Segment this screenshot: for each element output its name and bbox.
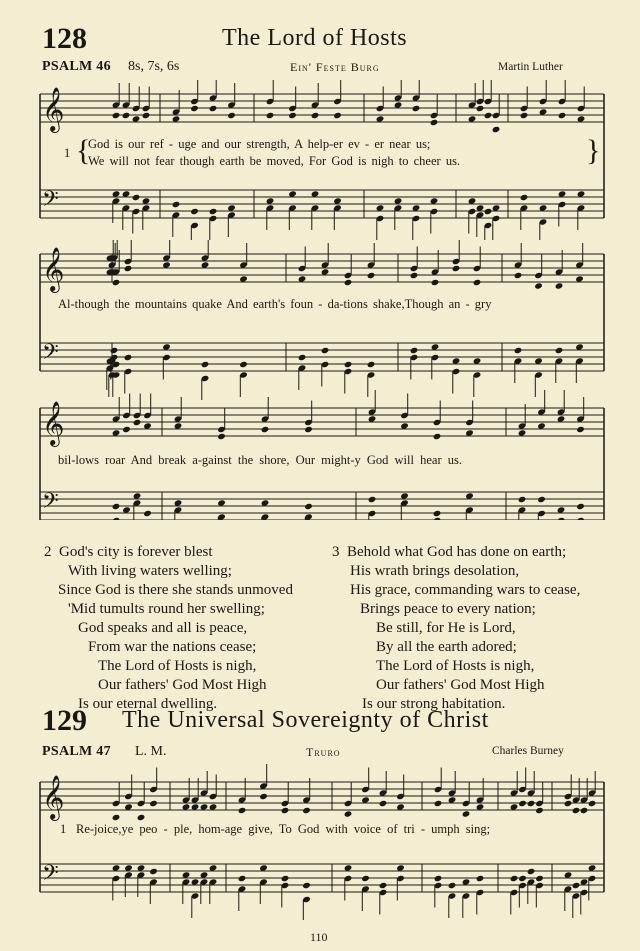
note-head [149, 800, 158, 807]
note-head [266, 112, 275, 119]
meter: L. M. [135, 744, 167, 759]
note-head [238, 807, 247, 814]
stanza-number: 3 [332, 544, 340, 560]
note-head [476, 875, 485, 882]
note-head [344, 361, 353, 368]
stanza-line: Behold what God has done on earth; [347, 544, 567, 560]
note-head [368, 496, 377, 503]
psalm-reference: PSALM 47 [42, 744, 111, 759]
note-head [537, 496, 546, 503]
note-head [112, 814, 121, 821]
note-head [239, 361, 248, 368]
composer: Charles Burney [492, 745, 564, 757]
note-head [190, 208, 199, 215]
bass-clef-icon: 𝄢 [42, 489, 59, 519]
treble-clef-icon: 𝄞 [42, 87, 65, 131]
psalm-reference: PSALM 46 [42, 59, 111, 74]
note-head [433, 433, 442, 440]
note-head [112, 279, 121, 286]
note-head [484, 208, 493, 215]
note-head [452, 265, 461, 272]
note-head [434, 875, 443, 882]
note-head [209, 208, 218, 215]
treble-clef-icon: 𝄞 [42, 775, 65, 819]
hymn-number: 129 [42, 704, 87, 737]
note-head [112, 112, 121, 119]
note-head [110, 347, 119, 354]
stanza-line: 'Mid tumults round her swelling; [68, 601, 265, 617]
stanza-line: His grace, commanding wars to cease, [350, 582, 581, 598]
note-head [259, 793, 268, 800]
note-head [172, 201, 181, 208]
note-head [534, 282, 543, 289]
stanza-line: Brings peace to every nation; [360, 601, 536, 617]
stanza-line: Our fathers' God Most High [376, 677, 545, 693]
note-head [492, 126, 501, 133]
stanza-number: 2 [44, 544, 52, 560]
note-head [143, 510, 152, 517]
note-head [302, 807, 311, 814]
hymn-number: 128 [42, 22, 87, 55]
note-head [555, 347, 564, 354]
lyric-line: Re-joice,ye peo - ple, hom-age give, To God with voice of tri - umph sing; [76, 822, 491, 836]
note-head [433, 510, 442, 517]
note-head [133, 419, 142, 426]
note-head [527, 800, 536, 807]
note-head [572, 807, 581, 814]
note-head [379, 800, 388, 807]
note-head [430, 119, 439, 126]
note-head [304, 426, 313, 433]
note-head [410, 347, 419, 354]
note-head [122, 426, 131, 433]
tune-name: Ein' Feste Burg [290, 60, 380, 74]
stanza-line: Since God is there she stands unmoved [58, 582, 293, 598]
note-head [520, 194, 529, 201]
note-head [484, 112, 493, 119]
meter: 8s, 7s, 6s [128, 59, 180, 74]
note-head [462, 810, 471, 817]
brace-right: } [586, 134, 601, 167]
note-head [367, 361, 376, 368]
stanza [332, 543, 580, 714]
note-head [510, 875, 519, 882]
bass-clef-icon: 𝄢 [42, 187, 59, 217]
note-head [298, 354, 307, 361]
note-head [476, 105, 485, 112]
note-head [520, 112, 529, 119]
note-head [302, 882, 311, 889]
note-head [201, 361, 210, 368]
note-head [281, 807, 290, 814]
bass-clef-icon: 𝄢 [42, 861, 59, 891]
stanza-line: With living waters welling; [68, 563, 232, 579]
note-head [514, 347, 523, 354]
lyric-line: Al-though the mountains quake And earth's foun - da-tions shake,Though an - gry [58, 297, 492, 311]
note-head [518, 875, 527, 882]
note-head [209, 105, 218, 112]
lyric-line: bil-lows roar And break a-gainst the shore, Our might-y God will hear us. [58, 453, 462, 467]
note-head [333, 112, 342, 119]
stanza-line: Is our strong habitation. [362, 696, 506, 712]
note-head [124, 354, 133, 361]
note-head [344, 279, 353, 286]
lyric-line: We will not fear though earth be moved, For God is nigh to cheer us. [88, 154, 461, 168]
note-head [311, 112, 320, 119]
note-head [142, 112, 151, 119]
note-head [576, 426, 585, 433]
stanza-line: The Lord of Hosts is nigh, [98, 658, 257, 674]
note-head [473, 279, 482, 286]
hymn-title: The Universal Sovereignty of Christ [122, 707, 489, 733]
note-head [227, 112, 236, 119]
note-head [112, 503, 121, 510]
page-number: 110 [310, 930, 328, 944]
note-head [281, 875, 290, 882]
note-head [137, 814, 146, 821]
note-head [558, 112, 567, 119]
bass-clef-icon: 𝄢 [42, 340, 59, 370]
lyric-line: God is our ref - uge and our strength, A help-er ev - er near us; [88, 137, 431, 151]
note-head [572, 882, 581, 889]
note-head [217, 433, 226, 440]
note-head [580, 807, 589, 814]
treble-clef-icon: 𝄞 [42, 247, 65, 291]
stanza-line: By all the earth adored; [376, 639, 517, 655]
stanza-line: Is our eternal dwelling. [78, 696, 218, 712]
note-head [535, 807, 544, 814]
stanza-line: The Lord of Hosts is nigh, [376, 658, 535, 674]
note-head [367, 272, 376, 279]
note-head [361, 875, 370, 882]
note-head [527, 868, 536, 875]
note-head [518, 800, 527, 807]
stanza-line: From war the nations cease; [88, 639, 257, 655]
brace-left: { [76, 134, 91, 167]
note-head [434, 800, 443, 807]
note-head [190, 105, 199, 112]
treble-clef-icon: 𝄞 [42, 401, 65, 445]
note-head [431, 279, 440, 286]
note-head [238, 875, 247, 882]
note-head [564, 800, 573, 807]
note-head [132, 194, 141, 201]
note-head [124, 265, 133, 272]
stanza-line: Be still, for He is Lord, [376, 620, 516, 636]
note-head [448, 882, 457, 889]
stanza-line: Our fathers' God Most High [98, 677, 267, 693]
note-head [321, 347, 330, 354]
tune-name: Truro [306, 745, 341, 759]
note-head [261, 426, 270, 433]
stanza-line: His wrath brings desolation, [350, 563, 520, 579]
stanza-line: God speaks and all is peace, [78, 620, 248, 636]
stanza-line: God's city is forever blest [59, 544, 213, 560]
verse-number: 1 [60, 822, 67, 836]
verse-number: 1 [64, 146, 71, 160]
hymn-title: The Lord of Hosts [222, 25, 408, 51]
note-head [518, 496, 527, 503]
music-system-2 [0, 240, 640, 400]
note-head [410, 272, 419, 279]
note-head [514, 272, 523, 279]
note-head [576, 503, 585, 510]
note-head [412, 105, 421, 112]
note-head [122, 112, 131, 119]
note-head [379, 882, 388, 889]
note-head [288, 112, 297, 119]
note-head [555, 282, 564, 289]
note-head [535, 875, 544, 882]
music-system-4 [0, 760, 640, 920]
stanza [44, 543, 293, 714]
note-head [588, 800, 597, 807]
note-head [149, 868, 158, 875]
composer: Martin Luther [498, 61, 563, 73]
note-head [344, 810, 353, 817]
note-head [304, 503, 313, 510]
